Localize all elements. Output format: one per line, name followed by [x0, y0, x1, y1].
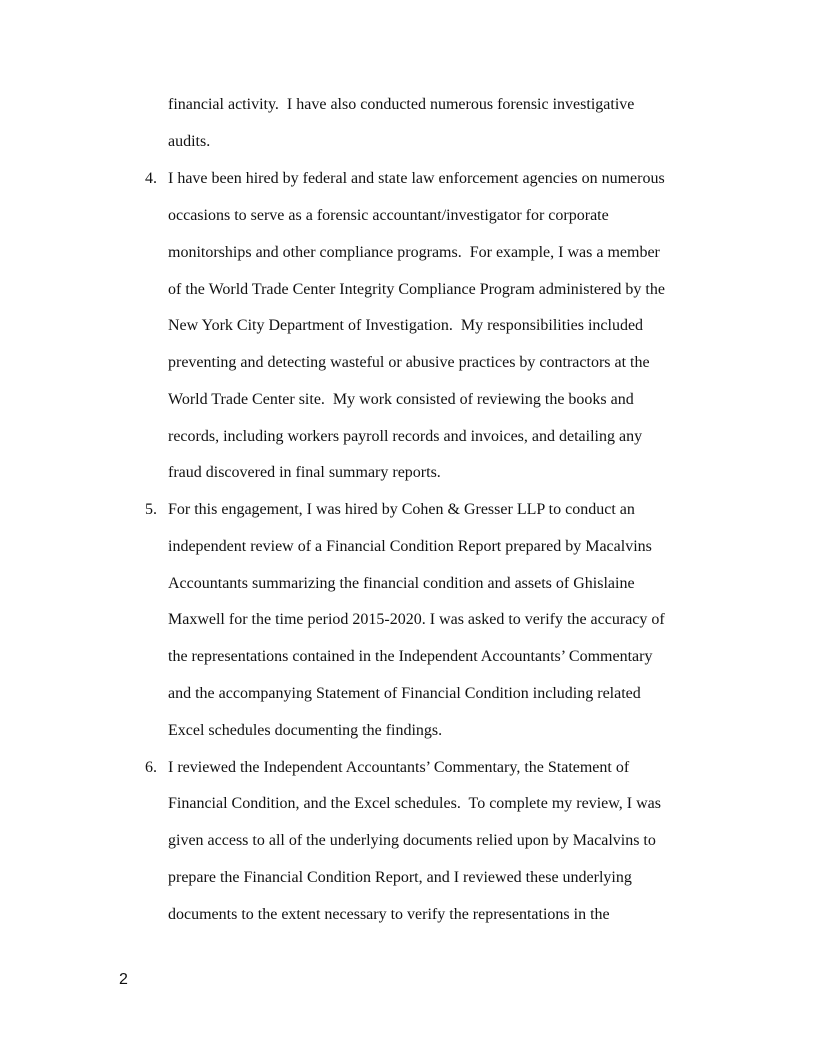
text-line: preventing and detecting wasteful or abusive practices by contractors at the: [168, 354, 650, 371]
text-line: I have been hired by federal and state law enforcement agencies on numerous: [168, 170, 665, 187]
text-line: and the accompanying Statement of Financial Condition including related: [168, 685, 641, 702]
text-line: For this engagement, I was hired by Cohen & Gresser LLP to conduct an: [168, 501, 635, 518]
text-line: financial activity. I have also conducted numerous forensic investigative: [168, 96, 635, 113]
text-line: I reviewed the Independent Accountants’ Commentary, the Statement of: [168, 759, 630, 776]
text-line: Maxwell for the time period 2015-2020. I was asked to verify the accuracy of: [168, 611, 665, 628]
text-line: prepare the Financial Condition Report, and I reviewed these underlying: [168, 869, 632, 886]
text-line: audits.: [168, 133, 211, 150]
text-line: World Trade Center site. My work consisted of reviewing the books and: [168, 391, 634, 408]
text-line: monitorships and other compliance programs. For example, I was a member: [168, 244, 660, 261]
text-line: of the World Trade Center Integrity Compliance Program administered by the: [168, 281, 665, 298]
text-line: Accountants summarizing the financial condition and assets of Ghislaine: [168, 575, 635, 592]
text-line: Financial Condition, and the Excel schedules. To complete my review, I was: [168, 795, 661, 812]
paragraph-number: 6.: [145, 759, 157, 776]
text-line: fraud discovered in final summary reports.: [168, 464, 441, 481]
text-line: given access to all of the underlying documents relied upon by Macalvins to: [168, 832, 656, 849]
text-line: the representations contained in the Independent Accountants’ Commentary: [168, 648, 653, 665]
page-number: 2: [119, 971, 128, 988]
text-line: New York City Department of Investigation. My responsibilities included: [168, 317, 644, 334]
paragraph-number: 4.: [145, 170, 157, 187]
text-line: independent review of a Financial Condition Report prepared by Macalvins: [168, 538, 652, 555]
text-line: documents to the extent necessary to verify the representations in the: [168, 906, 610, 923]
text-line: occasions to serve as a forensic accountant/investigator for corporate: [168, 207, 609, 224]
text-line: Excel schedules documenting the findings.: [168, 722, 443, 739]
text-line: records, including workers payroll records and invoices, and detailing any: [168, 428, 643, 445]
paragraph-number: 5.: [145, 501, 157, 518]
